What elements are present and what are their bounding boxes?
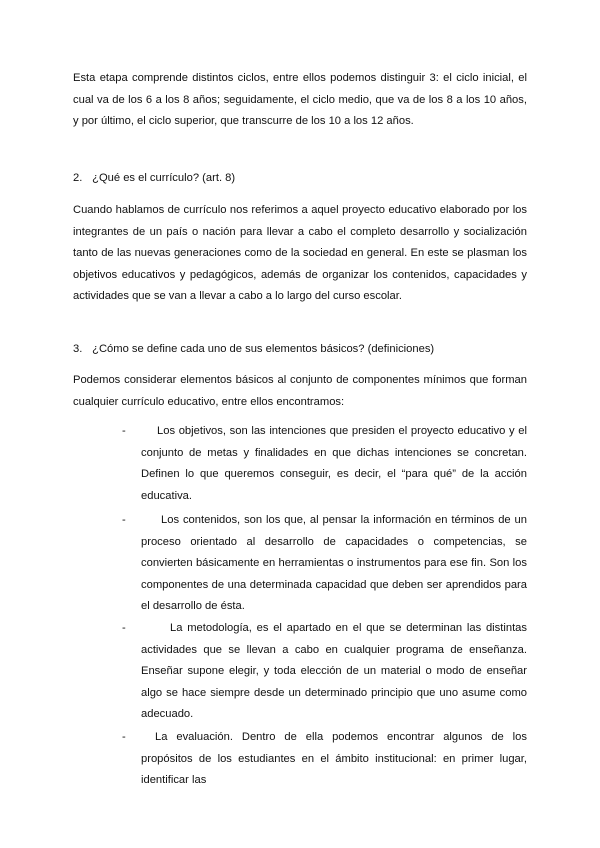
list-item-evaluacion	[122, 727, 527, 792]
list-marker: -	[122, 622, 126, 634]
list-item-metodologia	[122, 618, 527, 726]
list-item-contenidos	[122, 510, 527, 618]
section-2-number: 2.	[73, 172, 83, 184]
section-3-number: 3.	[73, 343, 83, 355]
section-3-intro: Podemos considerar elementos básicos al conjunto de componentes mínimos que forman cualquier currículo educativo, entre ellos encontramos:	[73, 374, 527, 408]
section-2-title: ¿Qué es el currículo? (art. 8)	[92, 172, 236, 184]
list-marker: -	[122, 425, 126, 437]
list-item-text: La metodología, es el apartado en el que se determinan las distintas actividades que se llevan a cabo en cualquier programa de enseñanza. Enseñar supone elegir, y toda elección de un material o modo de enseñar algo se hace siempre desde un determinado principio que uno asume como adecuado.	[141, 622, 527, 720]
list-item-text: La evaluación. Dentro de ella podemos encontrar algunos de los propósitos de los estudiantes en el ámbito institucional: en primer lugar, identificar las	[141, 731, 527, 786]
section-3-title: ¿Cómo se define cada uno de sus elementos básicos? (definiciones)	[92, 343, 435, 355]
list-marker: -	[122, 731, 126, 743]
list-marker: -	[122, 514, 126, 526]
section-2-body: Cuando hablamos de currículo nos referimos a aquel proyecto educativo elaborado por los integrantes de un país o nación para llevar a cabo el completo desarrollo y socialización tanto de las nuevas generaciones como de la sociedad en general. En este se plasman los objetivos educativos y pedagógicos, además de organizar los contenidos, capacidades y actividades que se van a llevar a cabo a lo largo del curso escolar.	[73, 204, 527, 302]
list-item-text: Los contenidos, son los que, al pensar la información en términos de un proceso orientado al desarrollo de capacidades o competencias, se convierten básicamente en herramientas o instrumentos para ese fin. Son los componentes de una determinada capacidad que deben ser aprendidos para el desarrollo de ésta.	[141, 514, 527, 612]
section-3-heading	[73, 339, 434, 361]
list-item-text: Los objetivos, son las intenciones que presiden el proyecto educativo y el conjunto de metas y finalidades en que dichas intenciones se concretan. Definen lo que queremos conseguir, es decir, el “para qué” de la acción educativa.	[141, 425, 527, 502]
list-item-objetivos	[122, 421, 527, 507]
intro-paragraph: Esta etapa comprende distintos ciclos, entre ellos podemos distinguir 3: el ciclo inicial, el cual va de los 6 a los 8 años; seguidamente, el ciclo medio, que va de los 8 a los 10 años, y por último, el ciclo superior, que transcurre de los 10 a los 12 años.	[73, 72, 527, 127]
section-2-heading	[73, 168, 235, 190]
